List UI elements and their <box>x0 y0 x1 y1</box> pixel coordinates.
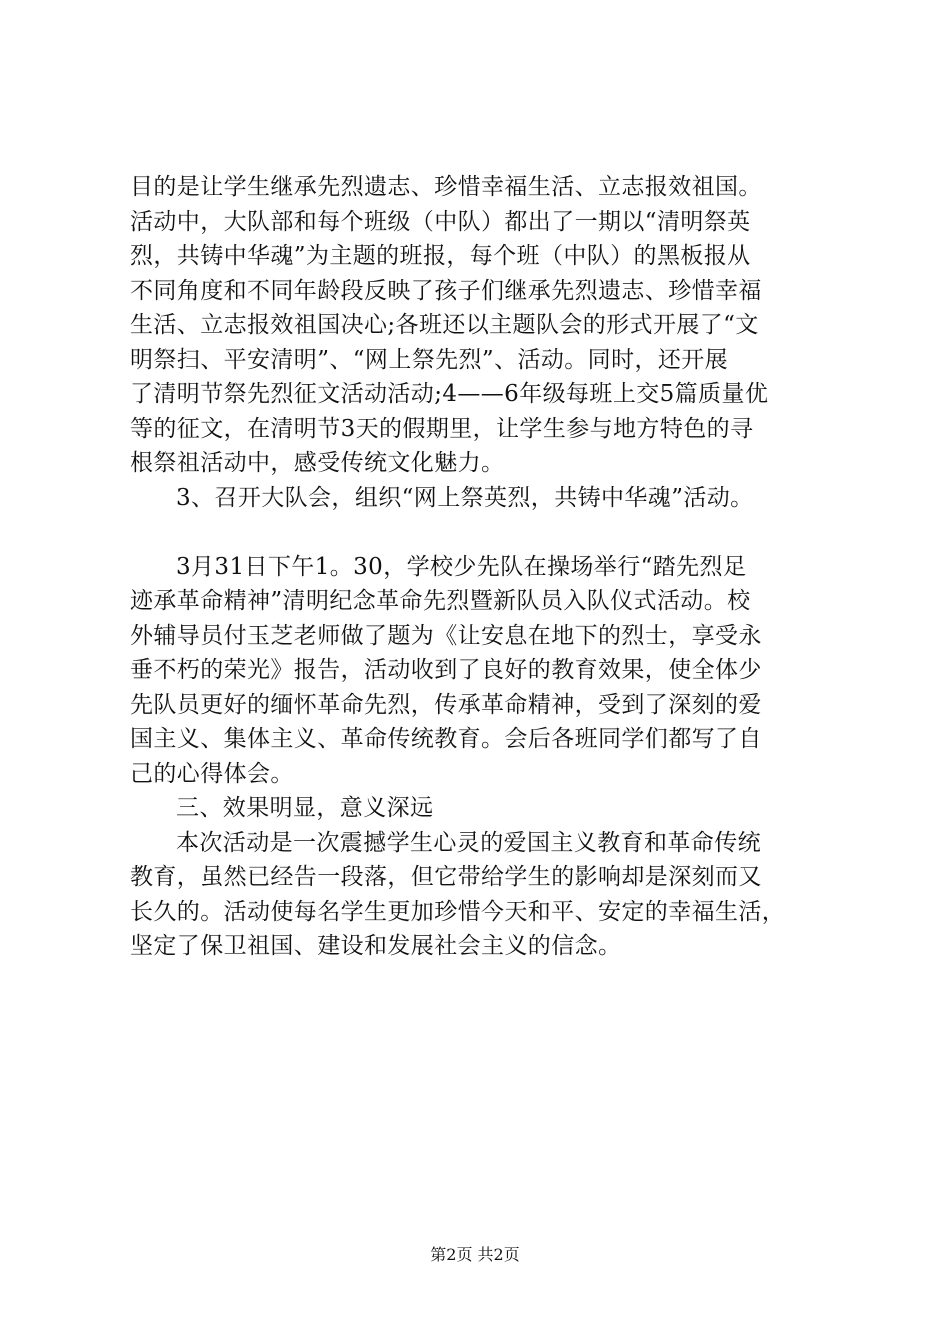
paragraph-start: 3月31日下午1。30，学校少先队在操场举行“踏先烈足 <box>176 553 747 580</box>
blank-line <box>130 515 840 550</box>
section-item-3: 3、召开大队会，组织“网上祭英烈，共铸中华魂”活动。 <box>176 484 754 511</box>
text-line: 不同角度和不同年龄段反映了孩子们继承先烈遗志、珍惜幸福 <box>130 277 762 304</box>
text-line: 垂不朽的荣光》报告，活动收到了良好的教育效果，使全体少 <box>130 657 762 683</box>
text-line: 等的征文，在清明节3天的假期里，让学生参与地方特色的寻 <box>130 415 754 442</box>
text-line: 根祭祖活动中，感受传统文化魅力。 <box>130 450 505 476</box>
text-line: 教育，虽然已经告一段落，但它带给学生的影响却是深刻而又 <box>130 864 762 890</box>
section-heading: 三、效果明显，意义深远 <box>176 795 434 821</box>
text-line: 烈，共铸中华魂”为主题的班报，每个班（中队）的黑板报从 <box>130 243 751 269</box>
text-line: 了清明节祭先烈征文活动活动;4——6年级每班上交5篇质量优 <box>130 381 769 407</box>
text-line: 外辅导员付玉芝老师做了题为《让安息在地下的烈士，享受永 <box>130 622 762 649</box>
text-line: 国主义、集体主义、革命传统教育。会后各班同学们都写了自 <box>130 726 762 752</box>
text-line: 活动中，大队部和每个班级（中队）都出了一期以“清明祭英 <box>130 208 751 235</box>
page-footer: 第2页 共2页 <box>430 1245 520 1264</box>
text-line: 坚定了保卫祖国、建设和发展社会主义的信念。 <box>130 933 622 959</box>
text-line: 目的是让学生继承先烈遗志、珍惜幸福生活、立志报效祖国。 <box>130 174 762 200</box>
text-line: 先队员更好的缅怀革命先烈，传承革命精神，受到了深刻的爱 <box>130 691 762 718</box>
text-line: 明祭扫、平安清明”、“网上祭先烈”、活动。同时，还开展 <box>130 346 729 373</box>
text-line: 长久的。活动使每名学生更加珍惜今天和平、安定的幸福生活， <box>130 898 786 925</box>
text-line: 生活、立志报效祖国决心;各班还以主题队会的形式开展了“文 <box>130 312 759 338</box>
text-line: 迹承革命精神”清明纪念革命先烈暨新队员入队仪式活动。校 <box>130 588 751 614</box>
text-line: 己的心得体会。 <box>130 760 294 787</box>
paragraph-start: 本次活动是一次震撼学生心灵的爱国主义教育和革命传统 <box>176 829 761 856</box>
document-body <box>130 170 840 964</box>
